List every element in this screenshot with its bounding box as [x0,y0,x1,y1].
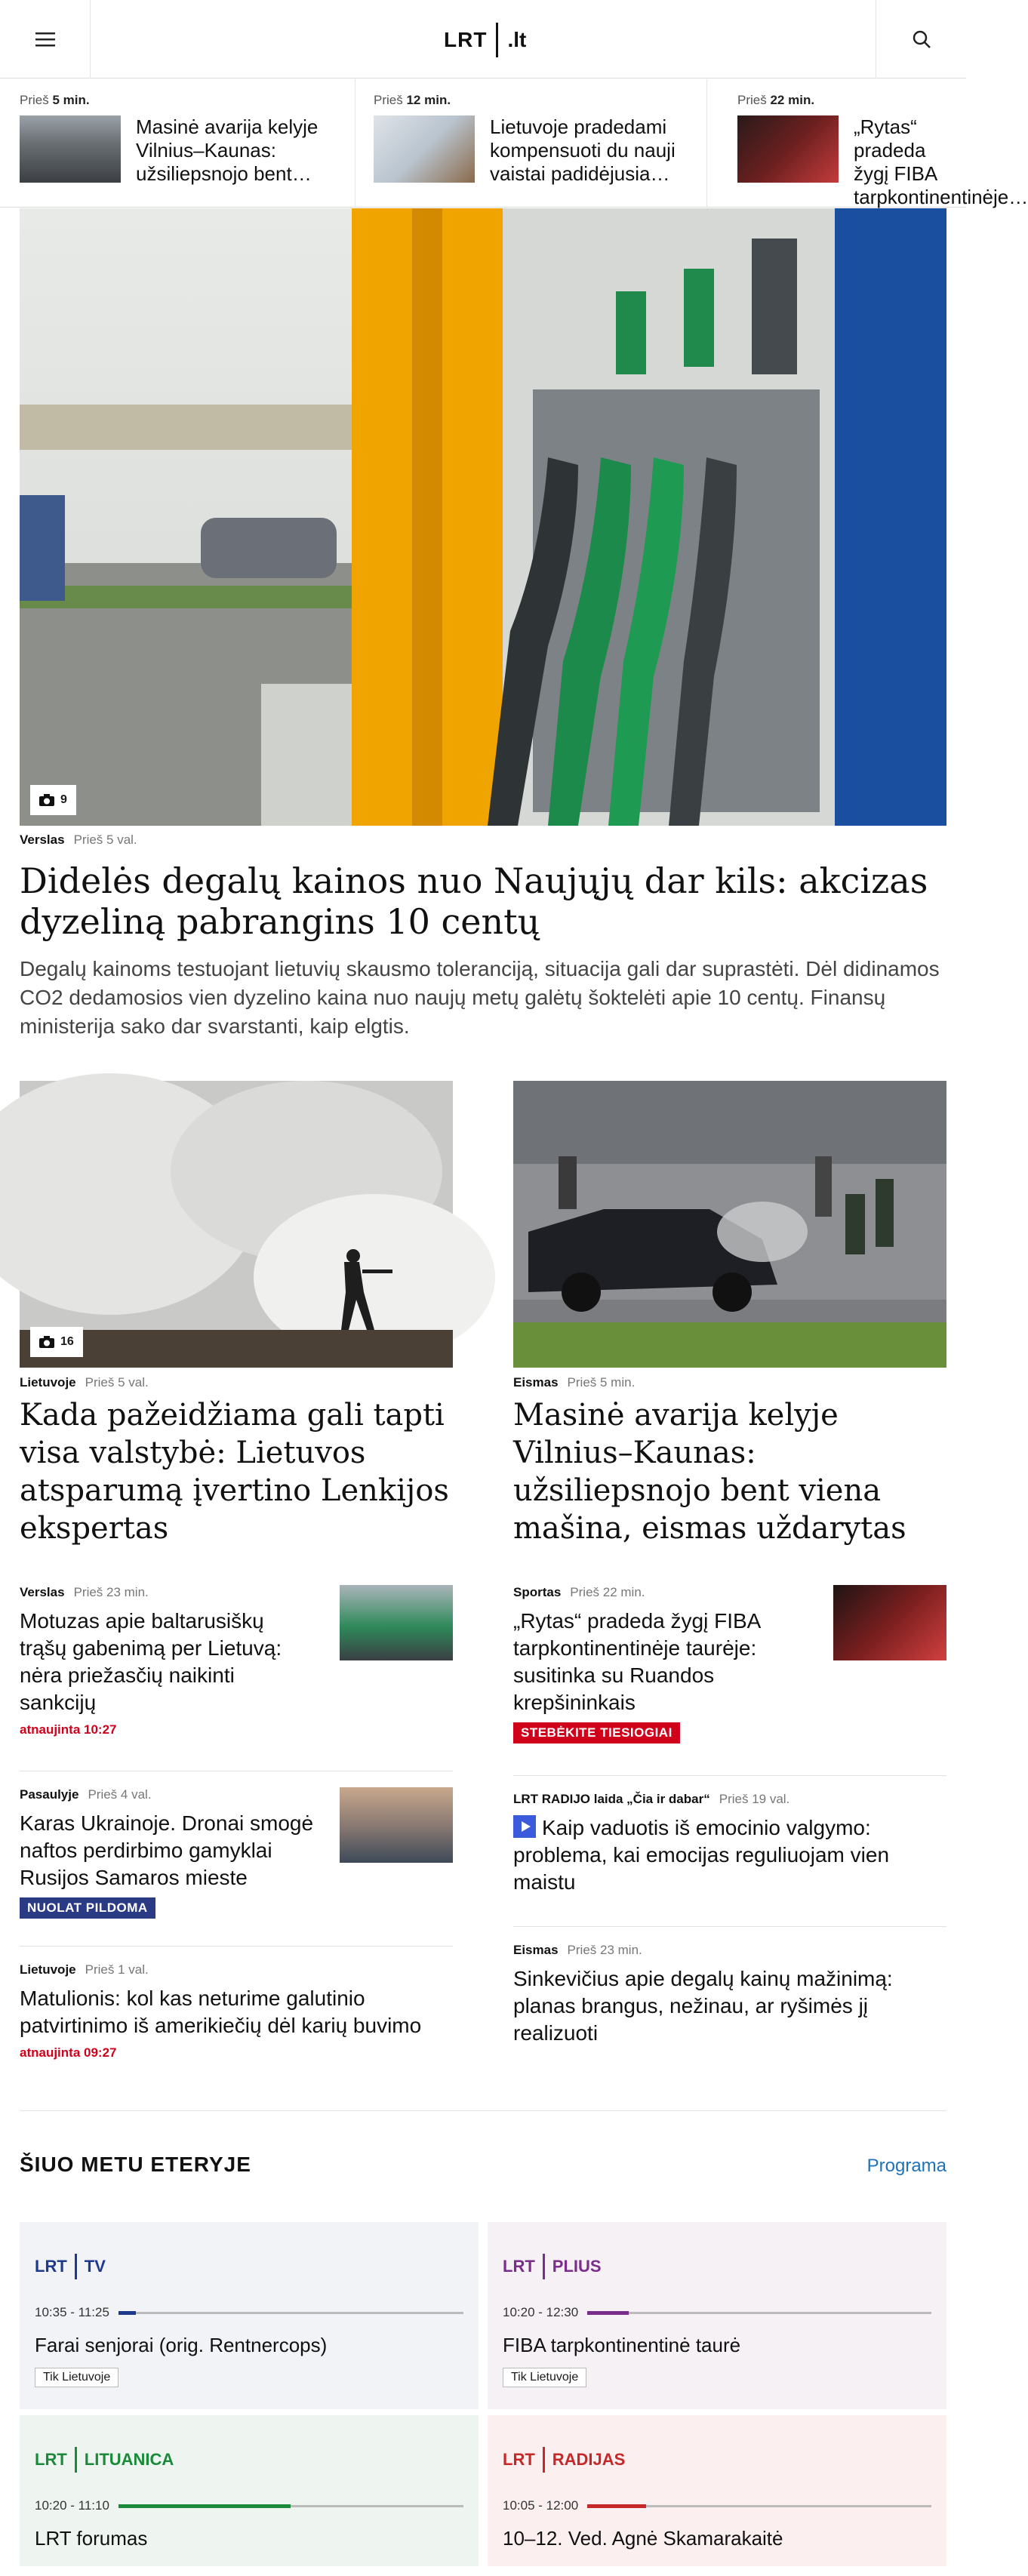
site-header [0,0,966,78]
search-icon [912,29,931,49]
ticker-time: Prieš 5 min. [20,93,90,107]
channel-show-title: 10–12. Ved. Agnė Skamarakaitė [503,2527,783,2550]
channel-logo: LRT LITUANICA [35,2447,463,2473]
item-time: Prieš 22 min. [570,1585,645,1599]
ticker-title: Masinė avarija kelyje Vilnius–Kaunas: užsiliepsnojo bent… [136,115,319,185]
item-thumbnail [833,1585,946,1660]
camera-icon [39,794,54,806]
channel-time: 10:20 - 11:10 [35,2498,109,2513]
left-main-title[interactable]: Kada pažeidžiama gali tapti visa valstybė: Lietuvos atsparumą įvertino Lenkijos ekspertas [20,1398,449,1546]
item-category[interactable]: Pasaulyje [20,1787,79,1802]
ticker-item[interactable] [355,79,706,208]
menu-button[interactable] [0,0,91,78]
left-main-category[interactable]: Lietuvoje [20,1375,76,1390]
live-tag: NUOLAT PILDOMA [20,1897,155,1919]
ticker-time: Prieš 12 min. [374,93,451,107]
list-item[interactable] [513,1792,946,1896]
hero-time: Prieš 5 val. [73,833,137,847]
hero-lead: Degalų kainoms testuojant lietuvių skausmo toleranciją, situacija gali dar suprastėti. Dėl didinamos CO2 dedamosios vien dyzelino kaina nuo naujų metų galėtų šoktelėti apie 10 centų. Finansų ministerija sako dar svarstanti, kaip elgtis. [20,957,940,1038]
item-category[interactable]: Lietuvoje [20,1962,76,1977]
geo-tag: Tik Lietuvoje [35,2368,118,2387]
item-time: Prieš 19 val. [719,1792,790,1806]
item-title[interactable]: Kaip vaduotis iš emocinio valgymo: problema, kai emocijas reguliuojam vien maistu [513,1816,890,1894]
progress-bar [587,2505,931,2507]
channel-time: 10:05 - 12:00 [503,2498,579,2513]
right-main-image[interactable] [513,1081,946,1368]
live-tag: STEBĖKITE TIESIOGIAI [513,1722,680,1743]
channel-card[interactable] [488,2415,946,2566]
left-main-image[interactable] [20,1081,453,1368]
item-time: Prieš 4 val. [88,1787,152,1802]
photo-count: 9 [60,793,67,806]
list-item[interactable] [513,1943,946,2047]
channel-logo: LRT TV [35,2254,463,2279]
logo-suffix: .lt [507,28,527,51]
divider [513,1926,946,1927]
car-fire-illustration [513,1081,946,1368]
channel-time: 10:20 - 12:30 [503,2305,579,2319]
updated-label: atnaujinta 09:27 [20,2045,117,2060]
channel-show-title: Farai senjorai (orig. Rentnercops) [35,2334,328,2356]
ticker-thumbnail [737,115,839,183]
item-title[interactable]: „Rytas“ pradeda žygį FIBA tarpkontinentinėje taurėje: susitinka su Ruandos krepšininkais [513,1609,760,1714]
item-title[interactable]: Matulionis: kol kas neturime galutinio patvirtinimo iš amerikiečių dėl karių buvimo [20,1987,422,2037]
divider [513,1775,946,1776]
right-main-category[interactable]: Eismas [513,1375,559,1390]
item-thumbnail [340,1585,453,1660]
channel-show-title: FIBA tarpkontinentinė taurė [503,2334,741,2356]
channel-card[interactable] [20,2222,479,2409]
photo-count: 16 [60,1335,74,1348]
hero-category[interactable]: Verslas [20,833,65,847]
section-divider [20,2110,946,2111]
onair-heading: ŠIUO METU ETERYJE [20,2153,251,2176]
site-logo[interactable] [444,23,526,57]
channel-logo: LRT PLIUS [503,2254,931,2279]
item-category[interactable]: Verslas [20,1585,65,1599]
logo-divider [496,23,498,57]
smoke-soldier-illustration [20,1081,453,1368]
ticker-item[interactable] [0,79,355,208]
photo-count-badge [30,785,76,815]
divider [20,1946,453,1947]
hero-image[interactable] [20,208,946,826]
geo-tag: Tik Lietuvoje [503,2368,586,2387]
ticker-time: Prieš 22 min. [737,93,815,107]
camera-icon [39,1336,54,1348]
fuel-pump-illustration [20,208,946,826]
item-time: Prieš 1 val. [85,1962,149,1977]
news-ticker [0,79,1028,208]
list-item[interactable] [20,1585,453,1737]
play-icon[interactable] [513,1815,536,1838]
channel-card[interactable] [488,2222,946,2409]
hamburger-icon [35,32,55,47]
channel-logo: LRT RADIJAS [503,2447,931,2473]
item-thumbnail [340,1787,453,1863]
channel-time: 10:35 - 11:25 [35,2305,109,2319]
ticker-thumbnail [374,115,475,183]
ticker-thumbnail [20,115,121,183]
item-time: Prieš 23 min. [73,1585,149,1599]
right-main-time: Prieš 5 min. [567,1375,636,1390]
hero-title[interactable]: Didelės degalų kainos nuo Naujųjų dar kils: akcizas dyzeliną pabrangins 10 centų [20,860,928,942]
left-main-time: Prieš 5 val. [85,1375,149,1390]
hero-meta [20,833,137,848]
photo-count-badge [30,1327,83,1357]
item-category[interactable]: Sportas [513,1585,562,1599]
search-button[interactable] [876,0,966,78]
ticker-title: Lietuvoje pradedami kompensuoti du nauji vaistai padidėjusia… [490,115,676,185]
ticker-item[interactable] [706,79,1028,208]
item-category[interactable]: LRT RADIJO laida „Čia ir dabar“ [513,1792,710,1806]
item-title[interactable]: Sinkevičius apie degalų kainų mažinimą: planas brangus, nežinau, ar ryšimės jį realizuoti [513,1967,893,2045]
left-main-meta [20,1375,149,1390]
progress-bar [118,2505,463,2507]
updated-label: atnaujinta 10:27 [20,1722,117,1737]
item-category[interactable]: Eismas [513,1943,559,1957]
item-title[interactable]: Karas Ukrainoje. Dronai smogė naftos perdirbimo gamyklai Rusijos Samaros mieste [20,1811,314,1889]
channel-show-title: LRT forumas [35,2527,148,2550]
list-item[interactable] [20,1962,453,2060]
channel-card[interactable] [20,2415,479,2566]
ticker-title: „Rytas“ pradeda žygį FIBA tarpkontinentinėje… [854,115,1028,208]
progress-bar [118,2312,463,2314]
item-time: Prieš 23 min. [567,1943,642,1957]
right-main-title[interactable]: Masinė avarija kelyje Vilnius–Kaunas: užsiliepsnojo bent viena mašina, eismas uždarytas [513,1398,906,1546]
item-title[interactable]: Motuzas apie baltarusiškų trąšų gabenimą per Lietuvą: nėra priežasčių naikinti sankcijų [20,1609,282,1714]
list-item[interactable] [513,1585,946,1743]
progress-bar [587,2312,931,2314]
program-link[interactable]: Programa [866,2156,946,2176]
list-item[interactable] [20,1787,453,1919]
logo-text: LRT [444,28,488,51]
right-main-meta [513,1375,635,1390]
